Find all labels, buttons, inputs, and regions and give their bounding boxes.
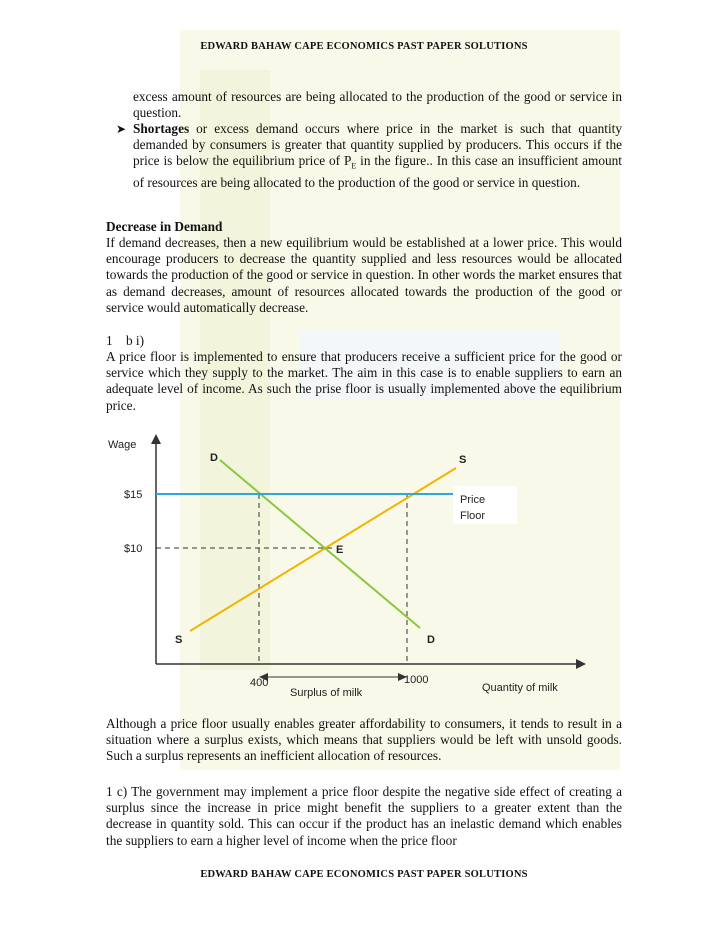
- supply-label-top: S: [459, 454, 467, 466]
- x-tick-400: 400: [250, 677, 269, 689]
- y-axis-arrow: [151, 434, 161, 444]
- price-floor-label-2: Floor: [460, 510, 486, 522]
- supply-curve: [190, 468, 456, 631]
- demand-curve: [220, 460, 420, 628]
- page-header: EDWARD BAHAW CAPE ECONOMICS PAST PAPER SOLUTIONS: [200, 41, 528, 52]
- arrow-bullet-icon: ➤: [116, 122, 127, 136]
- shortages-text: or excess demand occurs where price in the market is such that quantity demanded by consumers is greater that quantity supplied by producers. This occurs if the price is below the equilibrium price of P: [133, 121, 622, 169]
- x-axis-label: Quantity of milk: [482, 682, 558, 694]
- decrease-paragraph: If demand decreases, then a new equilibrium would be established at a lower price. This would encourage producers to decrease the quantity supplied and less resources would be allocated towards the production of the good or service in question. In other words the market ensures that as demand decreases, amount of resources allocated towards the production of the good or service would automatically decrease.: [106, 235, 622, 315]
- equilibrium-label: E: [336, 544, 344, 556]
- y-tick-15: $15: [124, 489, 143, 501]
- shortages-subscript: E: [351, 162, 357, 172]
- price-floor-label-1: Price: [460, 494, 486, 506]
- shortages-text-2: in the figure.. In this case an insufficient amount of resources are being allocated to the production of the good or service in question.: [133, 153, 623, 191]
- page-footer: EDWARD BAHAW CAPE ECONOMICS PAST PAPER SOLUTIONS: [200, 869, 528, 880]
- x-axis-arrow: [576, 659, 586, 669]
- intro-continuation: excess amount of resources are being allocated to the production of the good or service in question.: [133, 89, 622, 121]
- shortages-paragraph: [133, 121, 622, 191]
- after-chart-paragraph: Although a price floor usually enables greater affordability to consumers, it tends to result in a situation where a surplus exists, which means that suppliers would be left with unsold goods. Such a surplus represents an inefficient allocation of resources.: [106, 716, 622, 764]
- supply-label-bottom: S: [175, 634, 183, 646]
- demand-label-top: D: [210, 452, 218, 464]
- y-axis-label: Wage: [108, 439, 137, 451]
- x-tick-1000: 1000: [404, 674, 429, 686]
- price-floor-chart: [106, 432, 606, 702]
- shortages-bold: Shortages: [133, 121, 190, 136]
- surplus-label: Surplus of milk: [290, 687, 363, 699]
- y-tick-10: $10: [124, 543, 143, 555]
- question-1c-paragraph: 1 c) The government may implement a price floor despite the negative side effect of creating a surplus since the increase in price might benefit the suppliers to a greater extent than the decrease in quantity sold. This can occur if the product has an inelastic demand which enables the suppliers to earn a higher level of income when the price floor: [106, 784, 622, 848]
- decrease-heading: Decrease in Demand: [106, 219, 223, 234]
- demand-label-bottom: D: [427, 634, 435, 646]
- question-label-1bi: 1 b i): [106, 333, 145, 348]
- price-floor-paragraph: A price floor is implemented to ensure that producers receive a sufficient price for the good or service which they supply to the market. The aim in this case is to enable suppliers to earn an adequate level of income. As such the prise floor is usually implemented above the equilibrium price.: [106, 349, 622, 413]
